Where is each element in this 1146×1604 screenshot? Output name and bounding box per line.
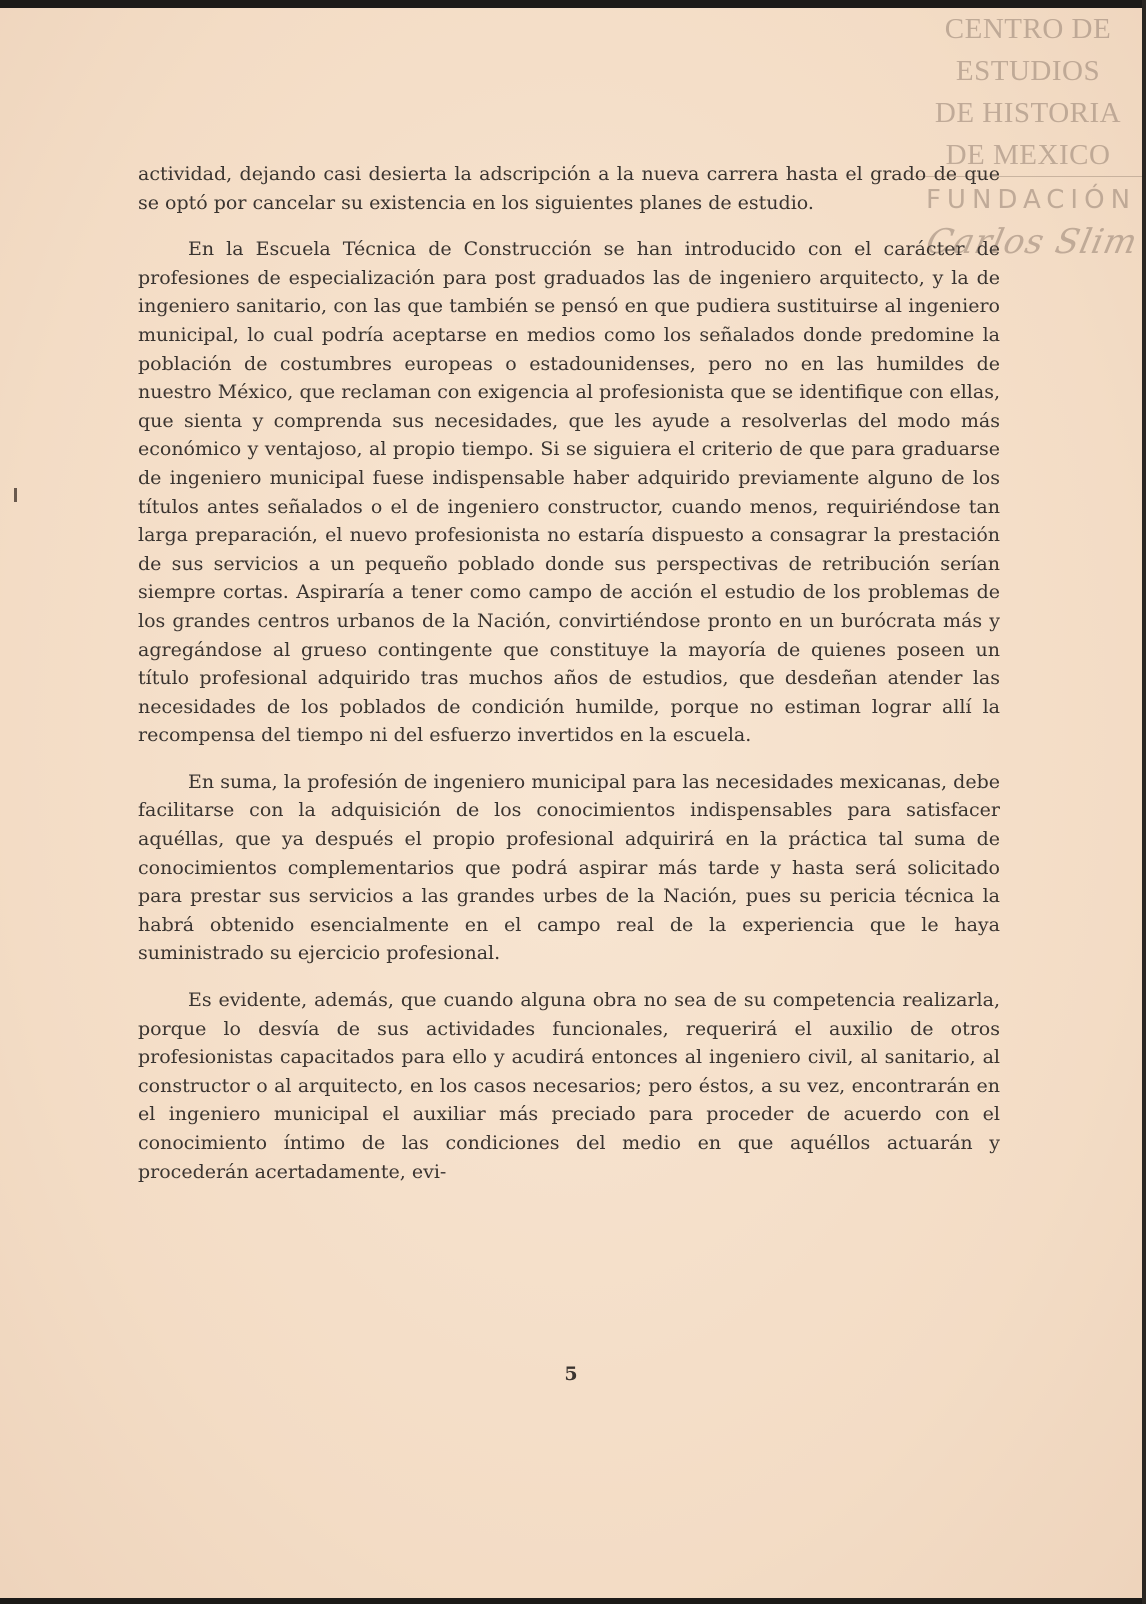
paragraph-3: En suma, la profesión de ingeniero municipal para las necesidades mexicanas, debe facilitarse con la adquisición de los conocimientos indispensables para satisfacer aquéllas, que ya después el propio profesional adquirirá en la práctica tal suma de conocimientos complementarios que podrá aspirar más tarde y hasta será solicitado para prestar sus servicios a las grandes urbes de la Nación, pues su pericia técnica la habrá obtenido esencialmente en el campo real de la experiencia que le haya suministrado su ejercicio profesional.: [138, 770, 1000, 965]
scan-edge: [1142, 0, 1146, 1604]
watermark-foundation: FUNDACIÓN: [925, 185, 1137, 215]
watermark-signature: Carlos Slim: [922, 222, 1142, 262]
watermark-line-4: DE MEXICO: [945, 139, 1111, 171]
paragraph-2: En la Escuela Técnica de Construcción se han introducido con el carácter de profesiones de especialización para post graduados las de ingeniero arquitecto, y la de ingeniero sanitario, con las que también se pensó en que pudiera sustituirse al ingeniero municipal, lo cual podría aceptarse en medios como los señalados donde predomine la población de costumbres europeas o estadounidenses, pero no en las humildes de nuestro México, que reclaman con exigencia al profesionista que se identifique con ellas, que sienta y comprenda sus necesidades, que les ayude a resolverlas del modo más económico y ventajoso, al propio tiempo. Si se siguiera el criterio de que para graduarse de ingeniero municipal fuese indispensable haber adquirido previamente alguno de los títulos antes señalados o el de ingeniero constructor, cuando menos, requiriéndose tan larga preparación, el nuevo profesionista no estaría dispuesto a consagrar la prestación de sus servicios a un pequeño poblado donde sus perspectivas de retribución serían siempre cortas. Aspiraría a tener como campo de acción el estudio de los problemas de los grandes centros urbanos de la Nación, convirtiéndose pronto en un burócrata más y agregándose al grueso contingente que constituye la mayoría de quienes poseen un título profesional adquirido tras muchos años de estudios, que desdeñan atender las necesidades de los poblados de condición humilde, porque no estiman lograr allí la recompensa del tiempo ni del esfuerzo invertidos en la escuela.: [138, 238, 1000, 747]
paragraph-1: actividad, dejando casi desierta la adscripción a la nueva carrera hasta el grado de que se optó por cancelar su existencia en los siguientes planes de estudio.: [138, 163, 1000, 214]
margin-mark: [14, 488, 17, 502]
body-text: [138, 160, 1000, 1204]
document-page: [0, 8, 1142, 1598]
page-number: 5: [564, 1363, 578, 1385]
watermark-line-1: CENTRO DE: [944, 13, 1112, 45]
watermark-line-3: DE HISTORIA: [934, 97, 1122, 129]
watermark-line-2: ESTUDIOS: [955, 55, 1101, 87]
paragraph-4: Es evidente, además, que cuando alguna obra no sea de su competencia realizarla, porque lo desvía de sus actividades funcionales, requerirá el auxilio de otros profesionistas capacitados para ello y acudirá entonces al ingeniero civil, al sanitario, al constructor o al arquitecto, en los casos necesarios; pero éstos, a su vez, encontrarán en el ingeniero municipal el auxiliar más preciado para proceder de acuerdo con el conocimiento íntimo de las condiciones del medio en que aquéllos actuarán y procederán acertadamente, evi-: [138, 989, 1000, 1183]
